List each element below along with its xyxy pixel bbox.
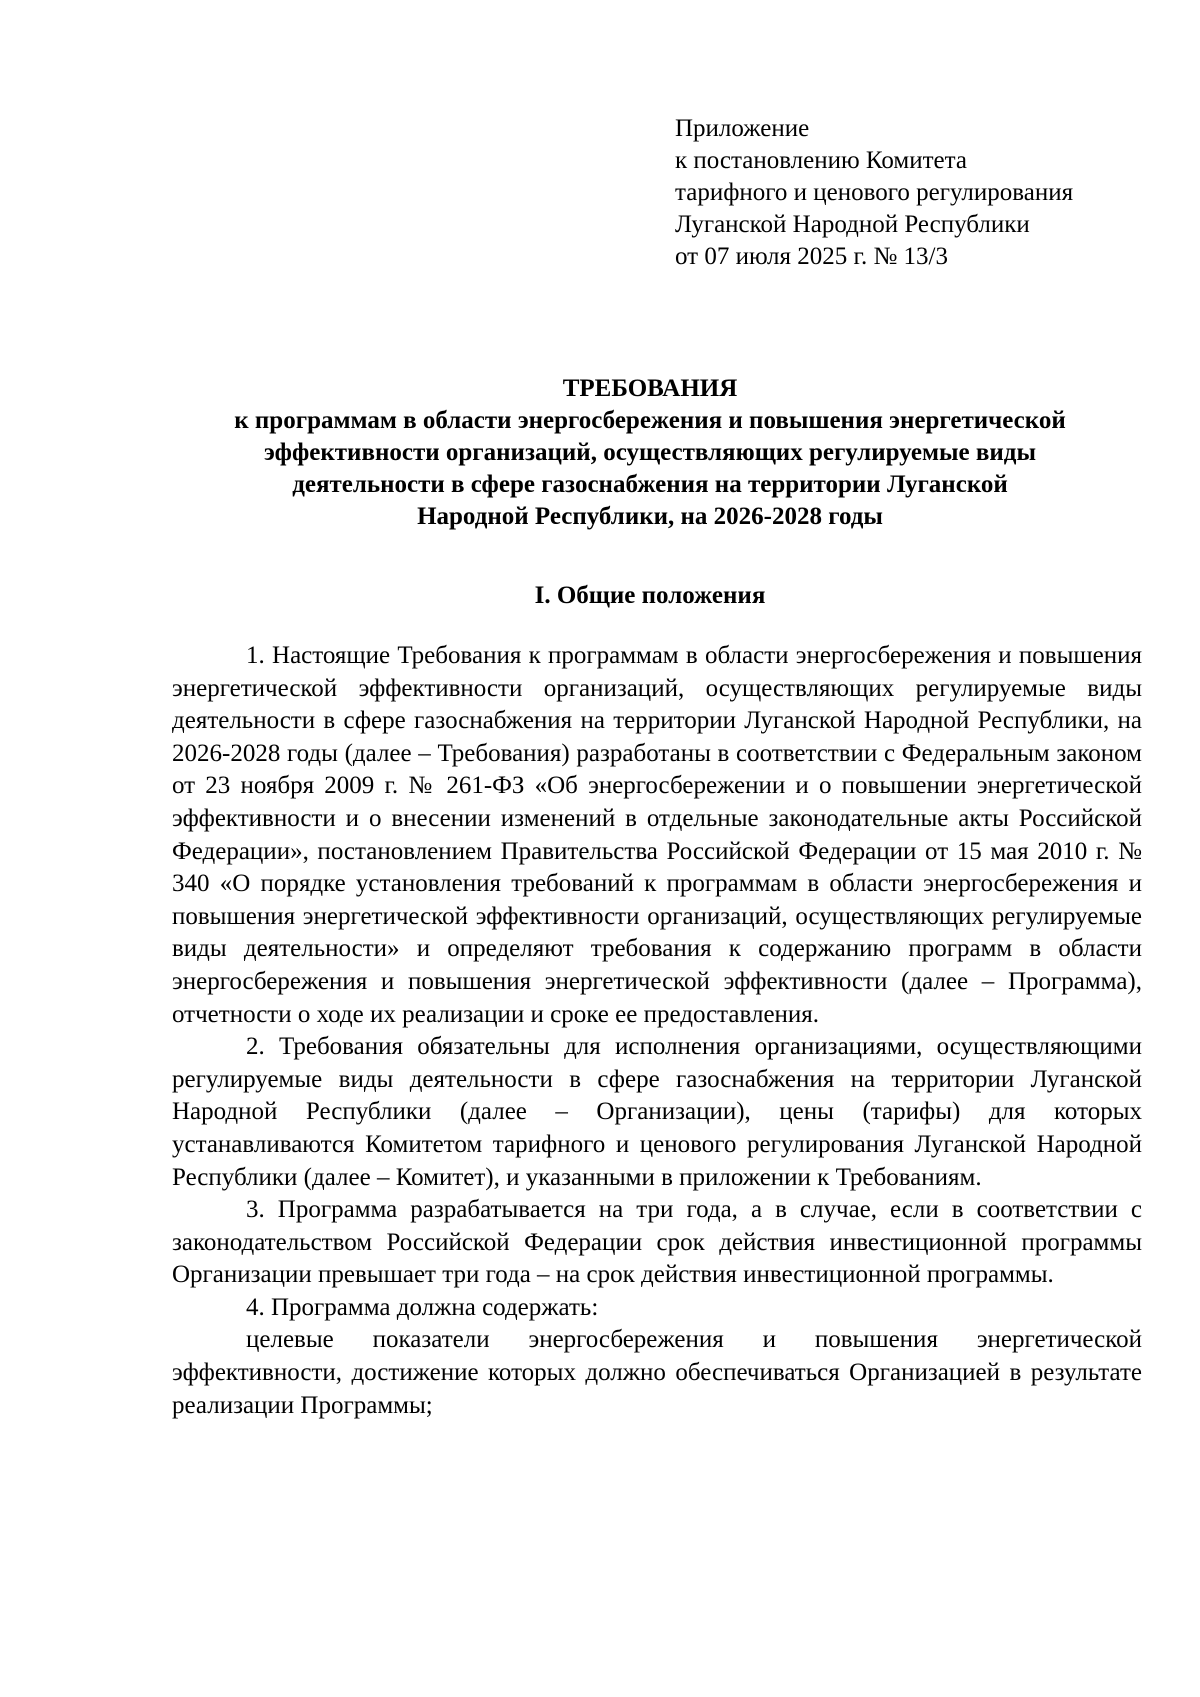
title-line: Народной Республики, на 2026-2028 годы	[417, 503, 883, 530]
paragraph-4: 4. Программа должна содержать:	[246, 1293, 599, 1321]
paragraph-2: 2. Требования обязательны для исполнения организациями, осуществляющими регулируемые виды деятельности в сфере газоснабжения на территории Луганской Народной Республики (далее – Организации), цены (тарифы) для которых устанавливаются Комитетом тарифного и ценового регулирования Луганской Народной Республики (далее – Комитет), и указанными в приложении к Требованиям.	[172, 1033, 1142, 1191]
title-line: к программам в области энергосбережения и повышения энергетической	[234, 407, 1066, 434]
appendix-line: от 07 июля 2025 г. № 13/3	[675, 243, 948, 270]
paragraph-3: 3. Программа разрабатывается на три года, а в случае, если в соответствии с законодательством Российской Федерации срок действия инвестиционной программы Организации превышает три года – на срок действия инвестиционной программы.	[172, 1196, 1142, 1289]
appendix-line: Луганской Народной Республики	[675, 211, 1030, 238]
title-line: деятельности в сфере газоснабжения на территории Луганской	[292, 471, 1008, 498]
appendix-line: Приложение	[675, 115, 810, 142]
title-line: эффективности организаций, осуществляющих регулируемые виды	[264, 439, 1036, 466]
title-line: ТРЕБОВАНИЯ	[562, 375, 738, 402]
section-heading: I. Общие положения	[534, 582, 766, 609]
paragraph-5: целевые показатели энергосбережения и повышения энергетической эффективности, достижение которых должно обеспечиваться Организацией в результате реализации Программы;	[172, 1326, 1142, 1419]
document-body	[172, 640, 1142, 1422]
appendix-line: тарифного и ценового регулирования	[675, 179, 1074, 206]
appendix-header	[675, 113, 1175, 273]
document-title	[170, 373, 1130, 533]
paragraph-1: 1. Настоящие Требования к программам в области энергосбережения и повышения энергетической эффективности организаций, осуществляющих регулируемые виды деятельности в сфере газоснабжения на территории Луганской Народной Республики, на 2026-2028 годы (далее – Требования) разработаны в соответствии с Федеральным законом от 23 ноября 2009 г. № 261-ФЗ «Об энергосбережении и о повышении энергетической эффективности и о внесении изменений в отдельные законодательные акты Российской Федерации», постановлением Правительства Российской Федерации от 15 мая 2010 г. № 340 «О порядке установления требований к программам в области энергосбережения и повышения энергетической эффективности организаций, осуществляющих регулируемые виды деятельности» и определяют требования к содержанию программ в области энергосбережения и повышения энергетической эффективности (далее – Программа), отчетности о ходе их реализации и сроке ее предоставления.	[172, 642, 1142, 1028]
appendix-line: к постановлению Комитета	[675, 147, 967, 174]
